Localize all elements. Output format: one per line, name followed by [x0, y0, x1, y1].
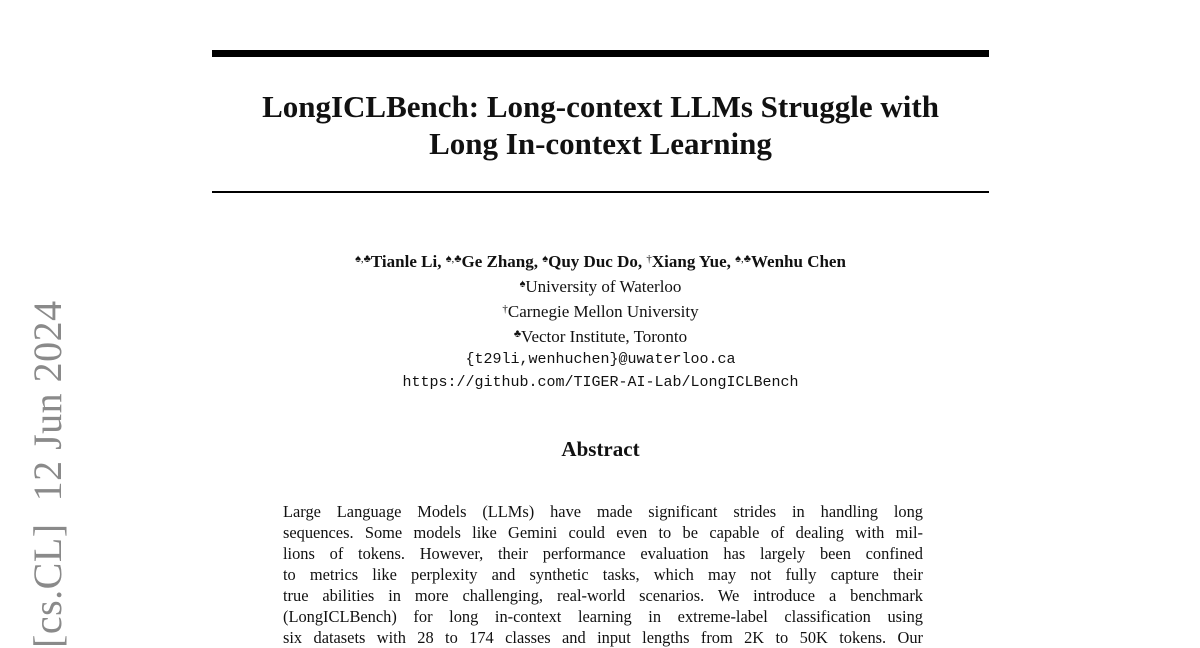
affiliation-2-name: Carnegie Mellon University — [507, 302, 699, 321]
author-5-name: Wenhu Chen — [750, 252, 846, 271]
author-block — [212, 248, 989, 394]
affiliation-3-mark: ♣ — [513, 328, 522, 340]
abstract-line-4: to metrics like perplexity and synthetic tasks, which may not fully capture their — [283, 565, 923, 584]
author-email[interactable]: {t29li,wenhuchen}@uwaterloo.ca — [465, 351, 736, 368]
author-5-affiliation-marks: ♠,♣ — [735, 253, 751, 265]
abstract-line-2: sequences. Some models like Gemini could even to be capable of dealing with mil- — [283, 523, 923, 542]
abstract-body — [283, 501, 923, 648]
author-list — [212, 248, 989, 273]
affiliation-1 — [212, 273, 989, 298]
affiliation-3 — [212, 323, 989, 348]
affiliation-1-name: University of Waterloo — [525, 277, 682, 296]
author-1 — [355, 252, 437, 271]
affiliation-2 — [212, 298, 989, 323]
author-separator: , — [533, 252, 543, 271]
paper-title-line-2: Long In-context Learning — [429, 126, 772, 161]
abstract-line-7: six datasets with 28 to 174 classes and input lengths from 2K to 50K tokens. Our — [283, 628, 923, 647]
abstract-line-1: Large Language Models (LLMs) have made significant strides in handling long — [283, 502, 923, 521]
author-1-name: Tianle Li — [370, 252, 438, 271]
author-separator: , — [437, 252, 446, 271]
author-2 — [446, 252, 534, 271]
author-2-name: Ge Zhang — [461, 252, 534, 271]
arxiv-date: 12 Jun 2024 — [25, 300, 70, 502]
paper-title-line-1: LongICLBench: Long-context LLMs Struggle with — [262, 89, 939, 124]
author-3-affiliation-marks: ♠ — [542, 253, 549, 265]
author-3-name: Quy Duc Do — [548, 252, 638, 271]
author-5 — [735, 252, 846, 271]
author-4 — [646, 252, 726, 271]
title-bottom-rule — [212, 191, 989, 193]
arxiv-category: [cs.CL] — [25, 523, 70, 648]
author-4-affiliation-marks: † — [646, 253, 652, 265]
project-url-link[interactable]: https://github.com/TIGER-AI-Lab/LongICLBench — [402, 374, 799, 391]
author-separator: , — [637, 252, 647, 271]
affiliation-1-mark: ♠ — [519, 278, 526, 290]
abstract-line-6: (LongICLBench) for long in-context learning in extreme-label classification using — [283, 607, 923, 626]
affiliation-2-mark: † — [502, 303, 508, 315]
author-4-name: Xiang Yue — [651, 252, 727, 271]
arxiv-stamp — [25, 300, 70, 648]
author-3 — [542, 252, 638, 271]
affiliation-3-name: Vector Institute, Toronto — [521, 327, 688, 346]
author-separator: , — [726, 252, 736, 271]
title-top-rule — [212, 50, 989, 57]
paper-title — [212, 88, 989, 162]
abstract-heading: Abstract — [561, 437, 640, 461]
abstract-line-5: true abilities in more challenging, real-world scenarios. We introduce a benchmark — [283, 586, 923, 605]
author-2-affiliation-marks: ♠,♣ — [445, 253, 462, 265]
author-1-affiliation-marks: ♠,♣ — [355, 253, 371, 265]
abstract-line-3: lions of tokens. However, their performance evaluation has largely been confined — [283, 544, 923, 563]
